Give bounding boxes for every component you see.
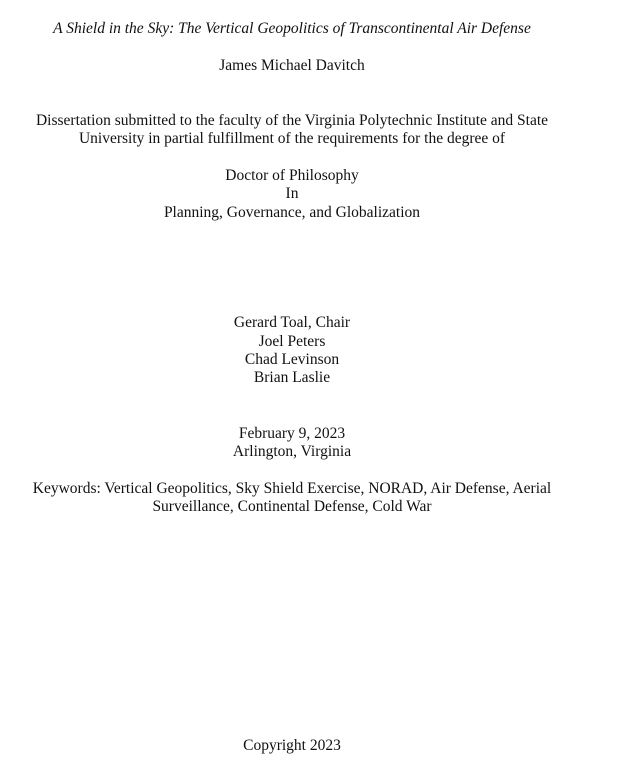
dissertation-title: A Shield in the Sky: The Vertical Geopolitics of Transcontinental Air Defense — [53, 20, 531, 37]
keywords-line-2: Surveillance, Continental Defense, Cold War — [152, 498, 432, 515]
committee-member: Gerard Toal, Chair — [233, 314, 351, 331]
defense-date: February 9, 2023 — [238, 425, 346, 442]
committee-member: Chad Levinson — [244, 351, 340, 368]
submission-statement-line-1: Dissertation submitted to the faculty of the Virginia Polytechnic Institute and State — [35, 112, 549, 129]
keywords-line-1: Keywords: Vertical Geopolitics, Sky Shield Exercise, NORAD, Air Defense, Aerial — [32, 480, 552, 497]
location: Arlington, Virginia — [232, 443, 352, 460]
degree-in: In — [285, 185, 299, 202]
copyright: Copyright 2023 — [243, 737, 341, 754]
committee-member: Joel Peters — [258, 333, 326, 350]
submission-statement-line-2: University in partial fulfillment of the requirements for the degree of — [78, 130, 506, 147]
committee-member: Brian Laslie — [253, 369, 331, 386]
degree-name: Doctor of Philosophy — [225, 167, 359, 184]
degree-field: Planning, Governance, and Globalization — [163, 204, 421, 221]
author-name: James Michael Davitch — [219, 57, 365, 74]
